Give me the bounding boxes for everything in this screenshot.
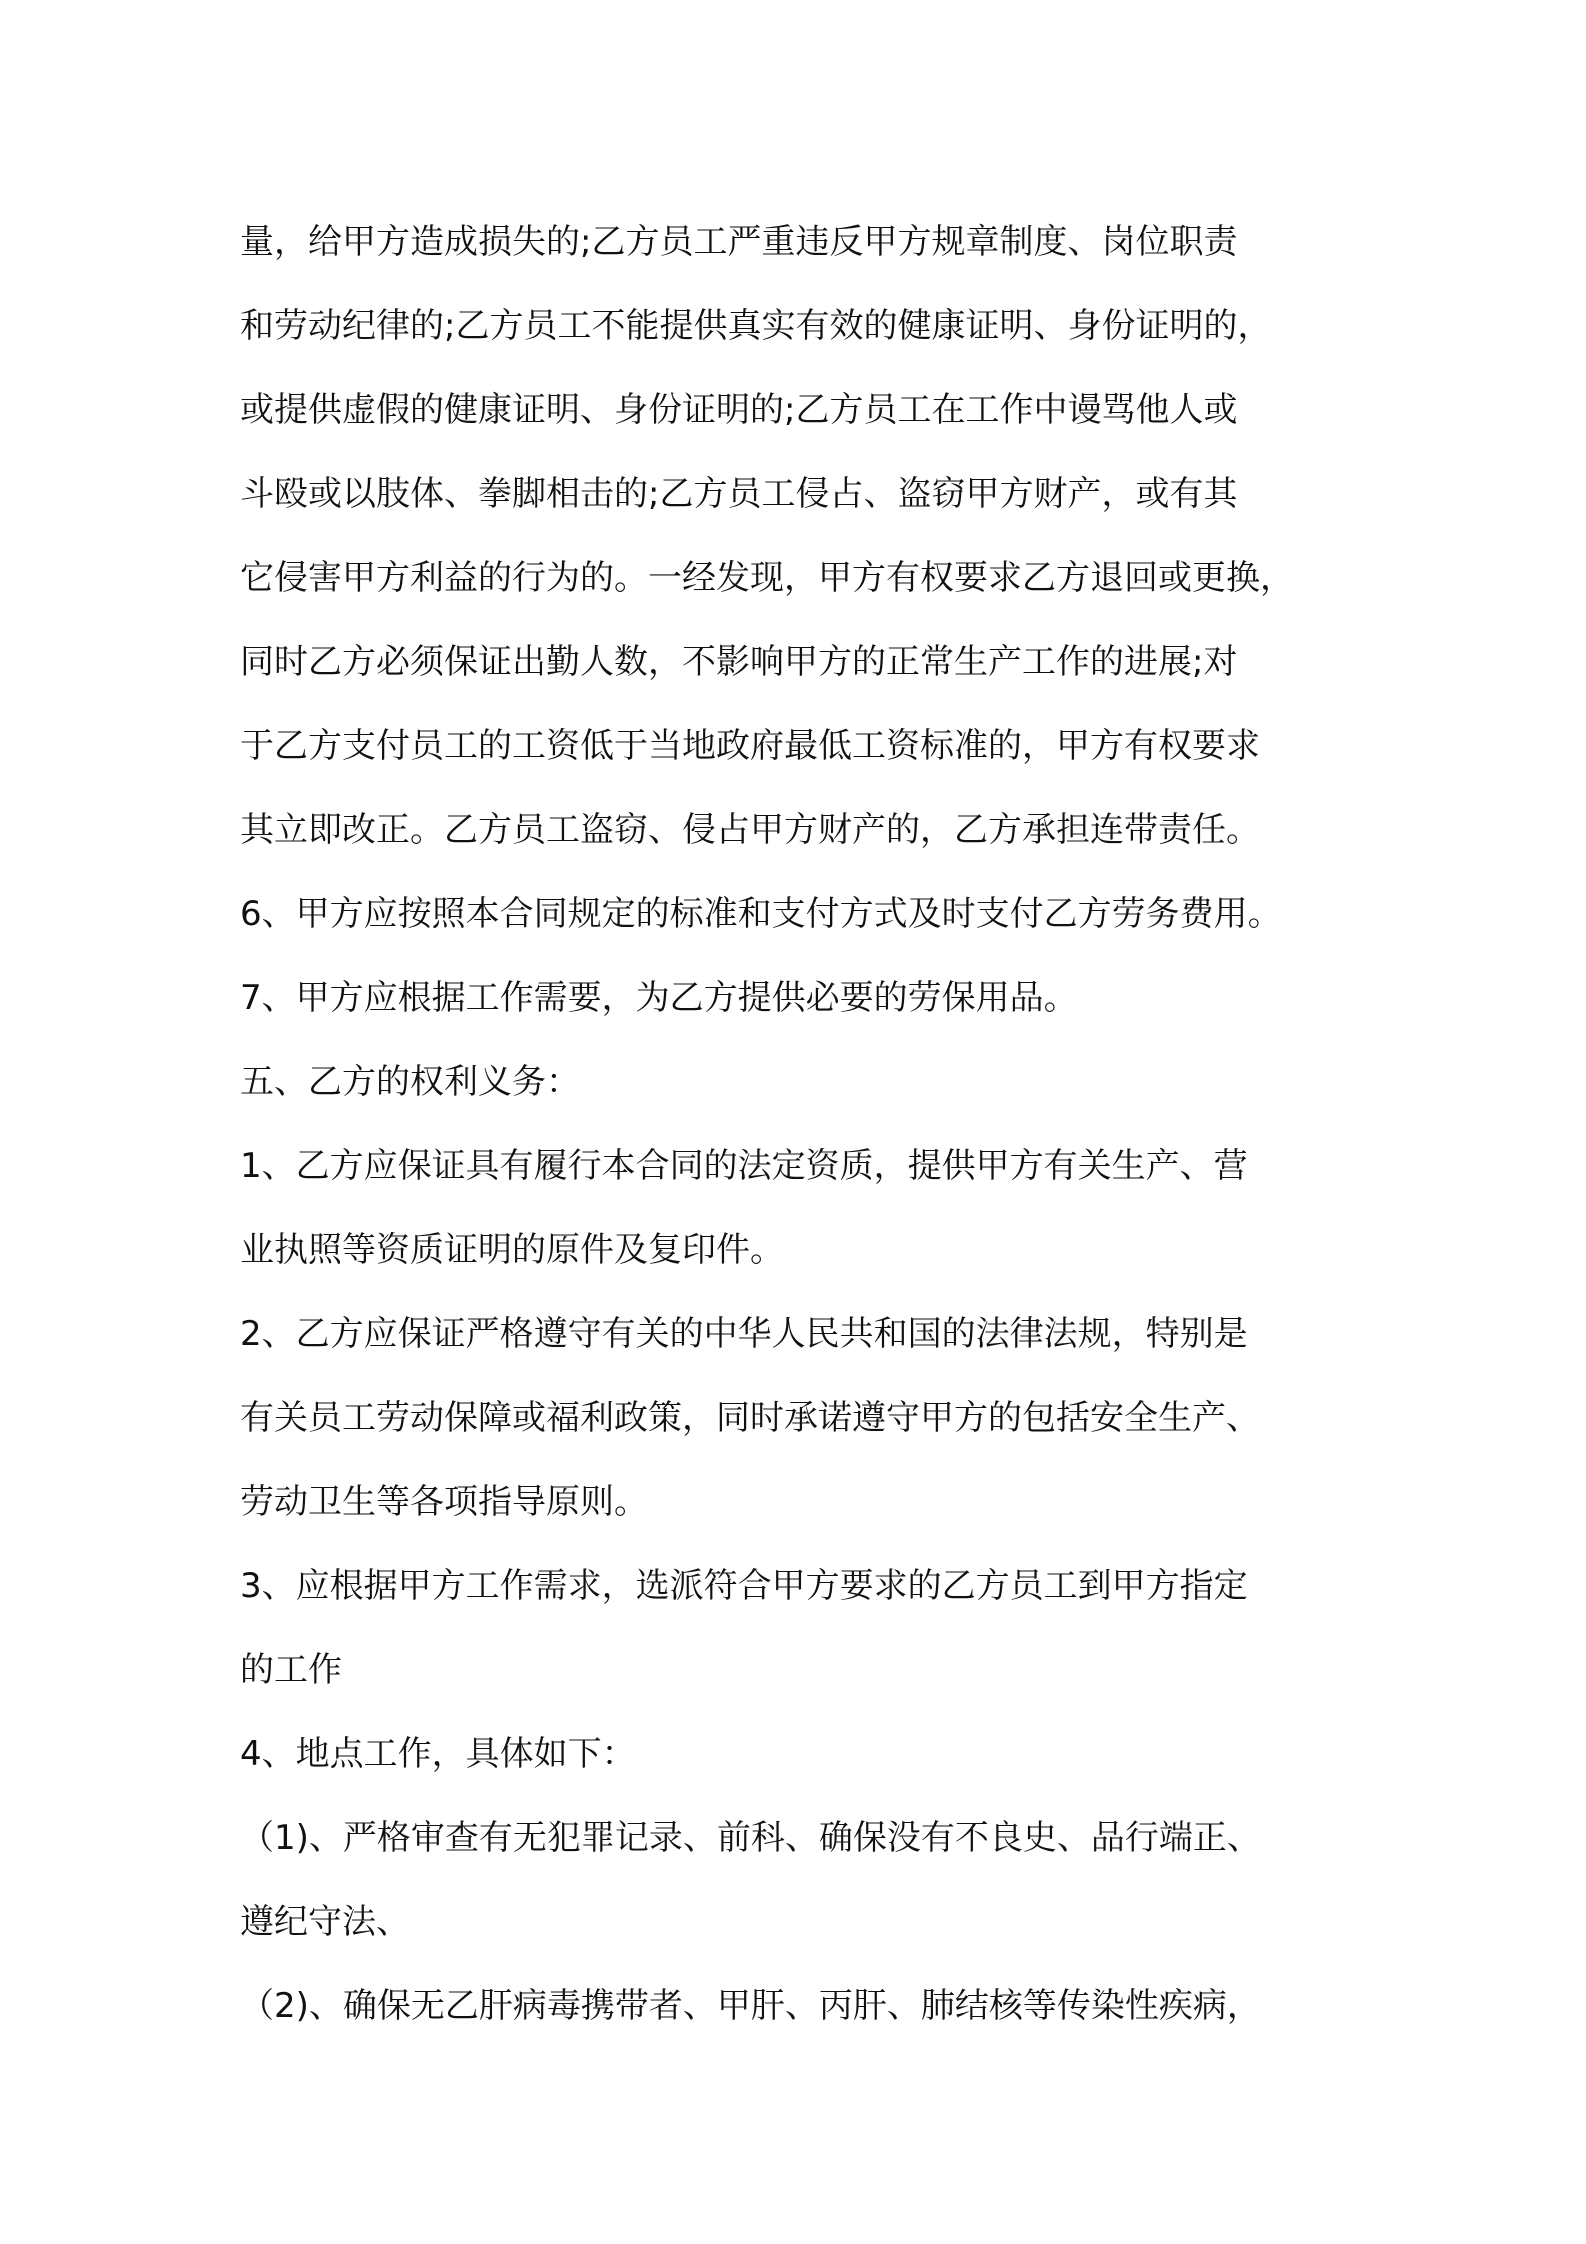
text-line: 其立即改正。乙方员工盗窃、侵占甲方财产的，乙方承担连带责任。 [240, 810, 1260, 850]
text-line: 6、甲方应按照本合同规定的标准和支付方式及时支付乙方劳务费用。 [240, 894, 1282, 934]
text-line: 1、乙方应保证具有履行本合同的法定资质，提供甲方有关生产、营 [240, 1146, 1248, 1186]
text-line: （2)、确保无乙肝病毒携带者、甲肝、丙肝、肺结核等传染性疾病， [240, 1986, 1261, 2026]
text-line: 它侵害甲方利益的行为的。一经发现，甲方有权要求乙方退回或更换， [240, 558, 1294, 598]
text-line: （1)、严格审查有无犯罪记录、前科、确保没有不良史、品行端正、 [240, 1818, 1261, 1858]
text-line: 遵纪守法、 [240, 1902, 410, 1942]
text-line: 业执照等资质证明的原件及复印件。 [240, 1230, 784, 1270]
text-line: 的工作 [240, 1650, 342, 1690]
text-line: 或提供虚假的健康证明、身份证明的;乙方员工在工作中谩骂他人或 [240, 390, 1238, 430]
text-line: 同时乙方必须保证出勤人数，不影响甲方的正常生产工作的进展;对 [240, 642, 1238, 682]
text-line: 有关员工劳动保障或福利政策，同时承诺遵守甲方的包括安全生产、 [240, 1398, 1260, 1438]
text-line: 7、甲方应根据工作需要，为乙方提供必要的劳保用品。 [240, 978, 1078, 1018]
text-line: 劳动卫生等各项指导原则。 [240, 1482, 648, 1522]
document-body [240, 200, 1360, 2048]
text-line: 2、乙方应保证严格遵守有关的中华人民共和国的法律法规，特别是 [240, 1314, 1248, 1354]
text-line: 和劳动纪律的;乙方员工不能提供真实有效的健康证明、身份证明的， [240, 306, 1272, 346]
text-line: 斗殴或以肢体、拳脚相击的;乙方员工侵占、盗窃甲方财产，或有其 [240, 474, 1238, 514]
text-line: 于乙方支付员工的工资低于当地政府最低工资标准的，甲方有权要求 [240, 726, 1260, 766]
section-heading: 五、乙方的权利义务： [240, 1062, 580, 1102]
text-line: 3、应根据甲方工作需求，选派符合甲方要求的乙方员工到甲方指定 [240, 1566, 1248, 1606]
text-line: 量，给甲方造成损失的;乙方员工严重违反甲方规章制度、岗位职责 [240, 222, 1238, 262]
text-line: 4、地点工作，具体如下： [240, 1734, 636, 1774]
